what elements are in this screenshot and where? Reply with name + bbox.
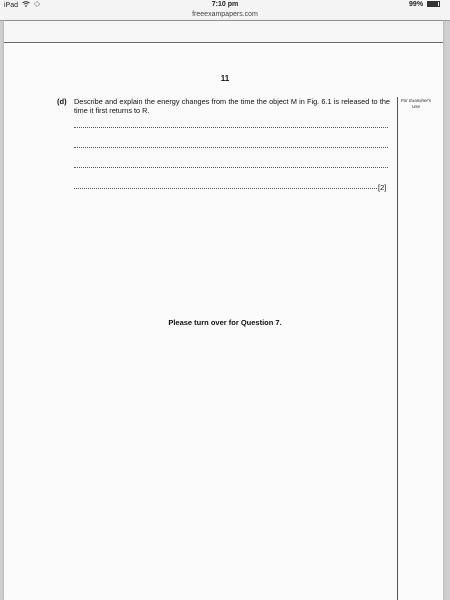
answer-line <box>74 167 388 168</box>
answer-line <box>74 188 377 189</box>
page-number: 11 <box>220 74 230 83</box>
clock: 7:10 pm <box>211 1 239 8</box>
examiner-column-rule <box>397 97 398 600</box>
turn-over-notice: Please turn over for Question 7. <box>168 318 282 327</box>
marks-allocation: [2] <box>378 183 387 192</box>
ios-status-bar <box>0 0 450 11</box>
answer-line <box>74 147 388 148</box>
battery-percentage: 99% <box>409 1 424 8</box>
answer-line <box>74 127 388 128</box>
examiner-use-label: For Examiner's Use <box>400 98 432 109</box>
previous-page-edge <box>4 21 443 43</box>
url-text[interactable]: freeexampapers.com <box>192 11 258 18</box>
question-text: Describe and explain the energy changes from the time the object M in Fig. 6.1 is released to the time it first returns to R. <box>74 97 390 115</box>
address-bar[interactable] <box>0 11 450 20</box>
battery-icon <box>427 1 440 7</box>
device-name: iPad <box>4 2 19 9</box>
question-label: (d) <box>57 97 67 106</box>
